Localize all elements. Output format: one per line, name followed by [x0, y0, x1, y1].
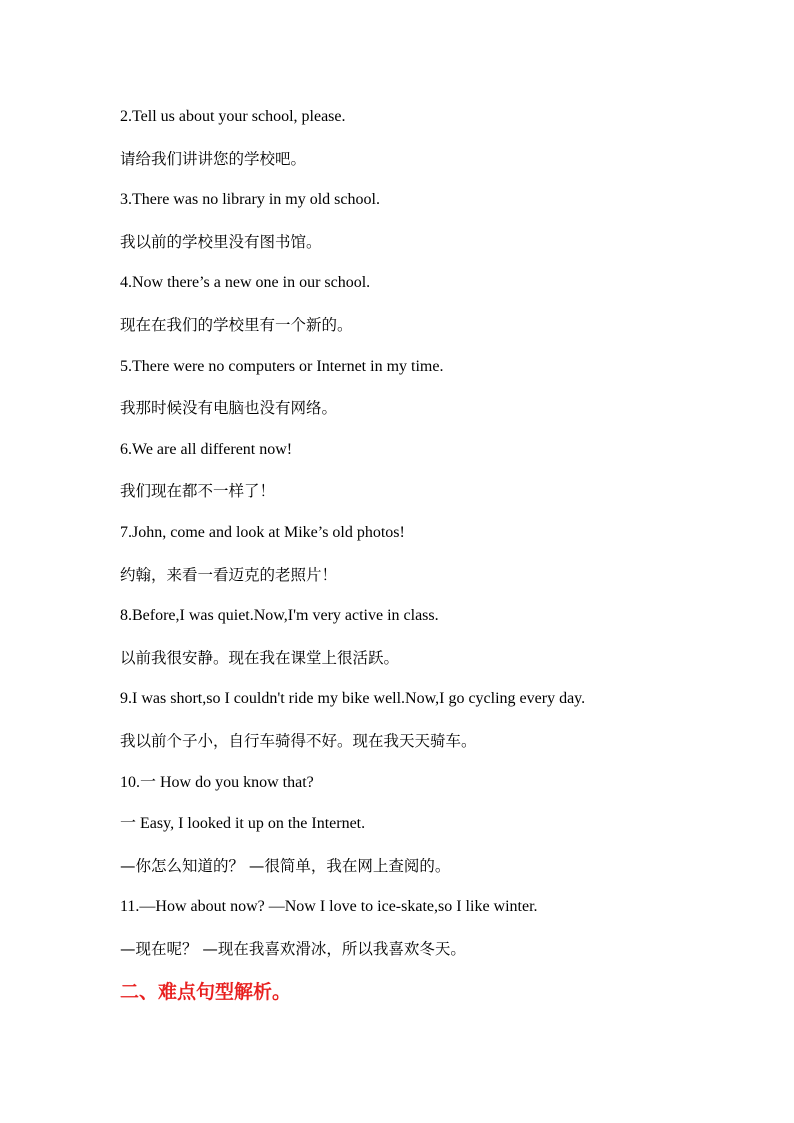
translation-line: —现在呢？ —现在我喜欢滑冰，所以我喜欢冬天。 [120, 939, 466, 958]
sentence-line: 6.We are all different now! [120, 440, 293, 458]
translation-line: 以前我很安静。现在我在课堂上很活跃。 [120, 648, 400, 667]
translation-line: 请给我们讲讲您的学校吧。 [120, 149, 307, 168]
sentence-line: 4.Now there’s a new one in our school. [120, 274, 371, 292]
document-content [120, 102, 740, 1007]
translation-line: 约翰，来看一看迈克的老照片！ [120, 565, 338, 584]
sentence-line: 2.Tell us about your school, please. [120, 108, 346, 125]
sentence-line: 8.Before,I was quiet.Now,I'm very active in class. [120, 607, 439, 625]
translation-line: 现在在我们的学校里有一个新的。 [120, 315, 353, 334]
sentence-line: 7.John, come and look at Mike’s old photos! [120, 523, 405, 541]
translation-line: —你怎么知道的？ —很简单，我在网上查阅的。 [120, 856, 451, 875]
sentence-list [120, 102, 740, 975]
translation-line: 我以前个子小，自行车骑得不好。现在我天天骑车。 [120, 731, 477, 750]
translation-line: 我们现在都不一样了！ [120, 482, 276, 501]
sentence-line: 9.I was short,so I couldn't ride my bike well.Now,I go cycling every day. [120, 690, 586, 708]
section-heading: 二、难点句型解析。 [120, 981, 292, 1004]
translation-line: 我那时候没有电脑也没有网络。 [120, 399, 338, 418]
sentence-line: 3.There was no library in my old school. [120, 191, 380, 209]
sentence-line: 11.—How about now? —Now I love to ice-skate,so I like winter. [120, 898, 538, 916]
sentence-line: 10.一 How do you know that? [120, 773, 314, 791]
sentence-line: 一 Easy, I looked it up on the Internet. [120, 815, 366, 833]
sentence-line: 5.There were no computers or Internet in my time. [120, 357, 444, 375]
translation-line: 我以前的学校里没有图书馆。 [120, 232, 322, 251]
